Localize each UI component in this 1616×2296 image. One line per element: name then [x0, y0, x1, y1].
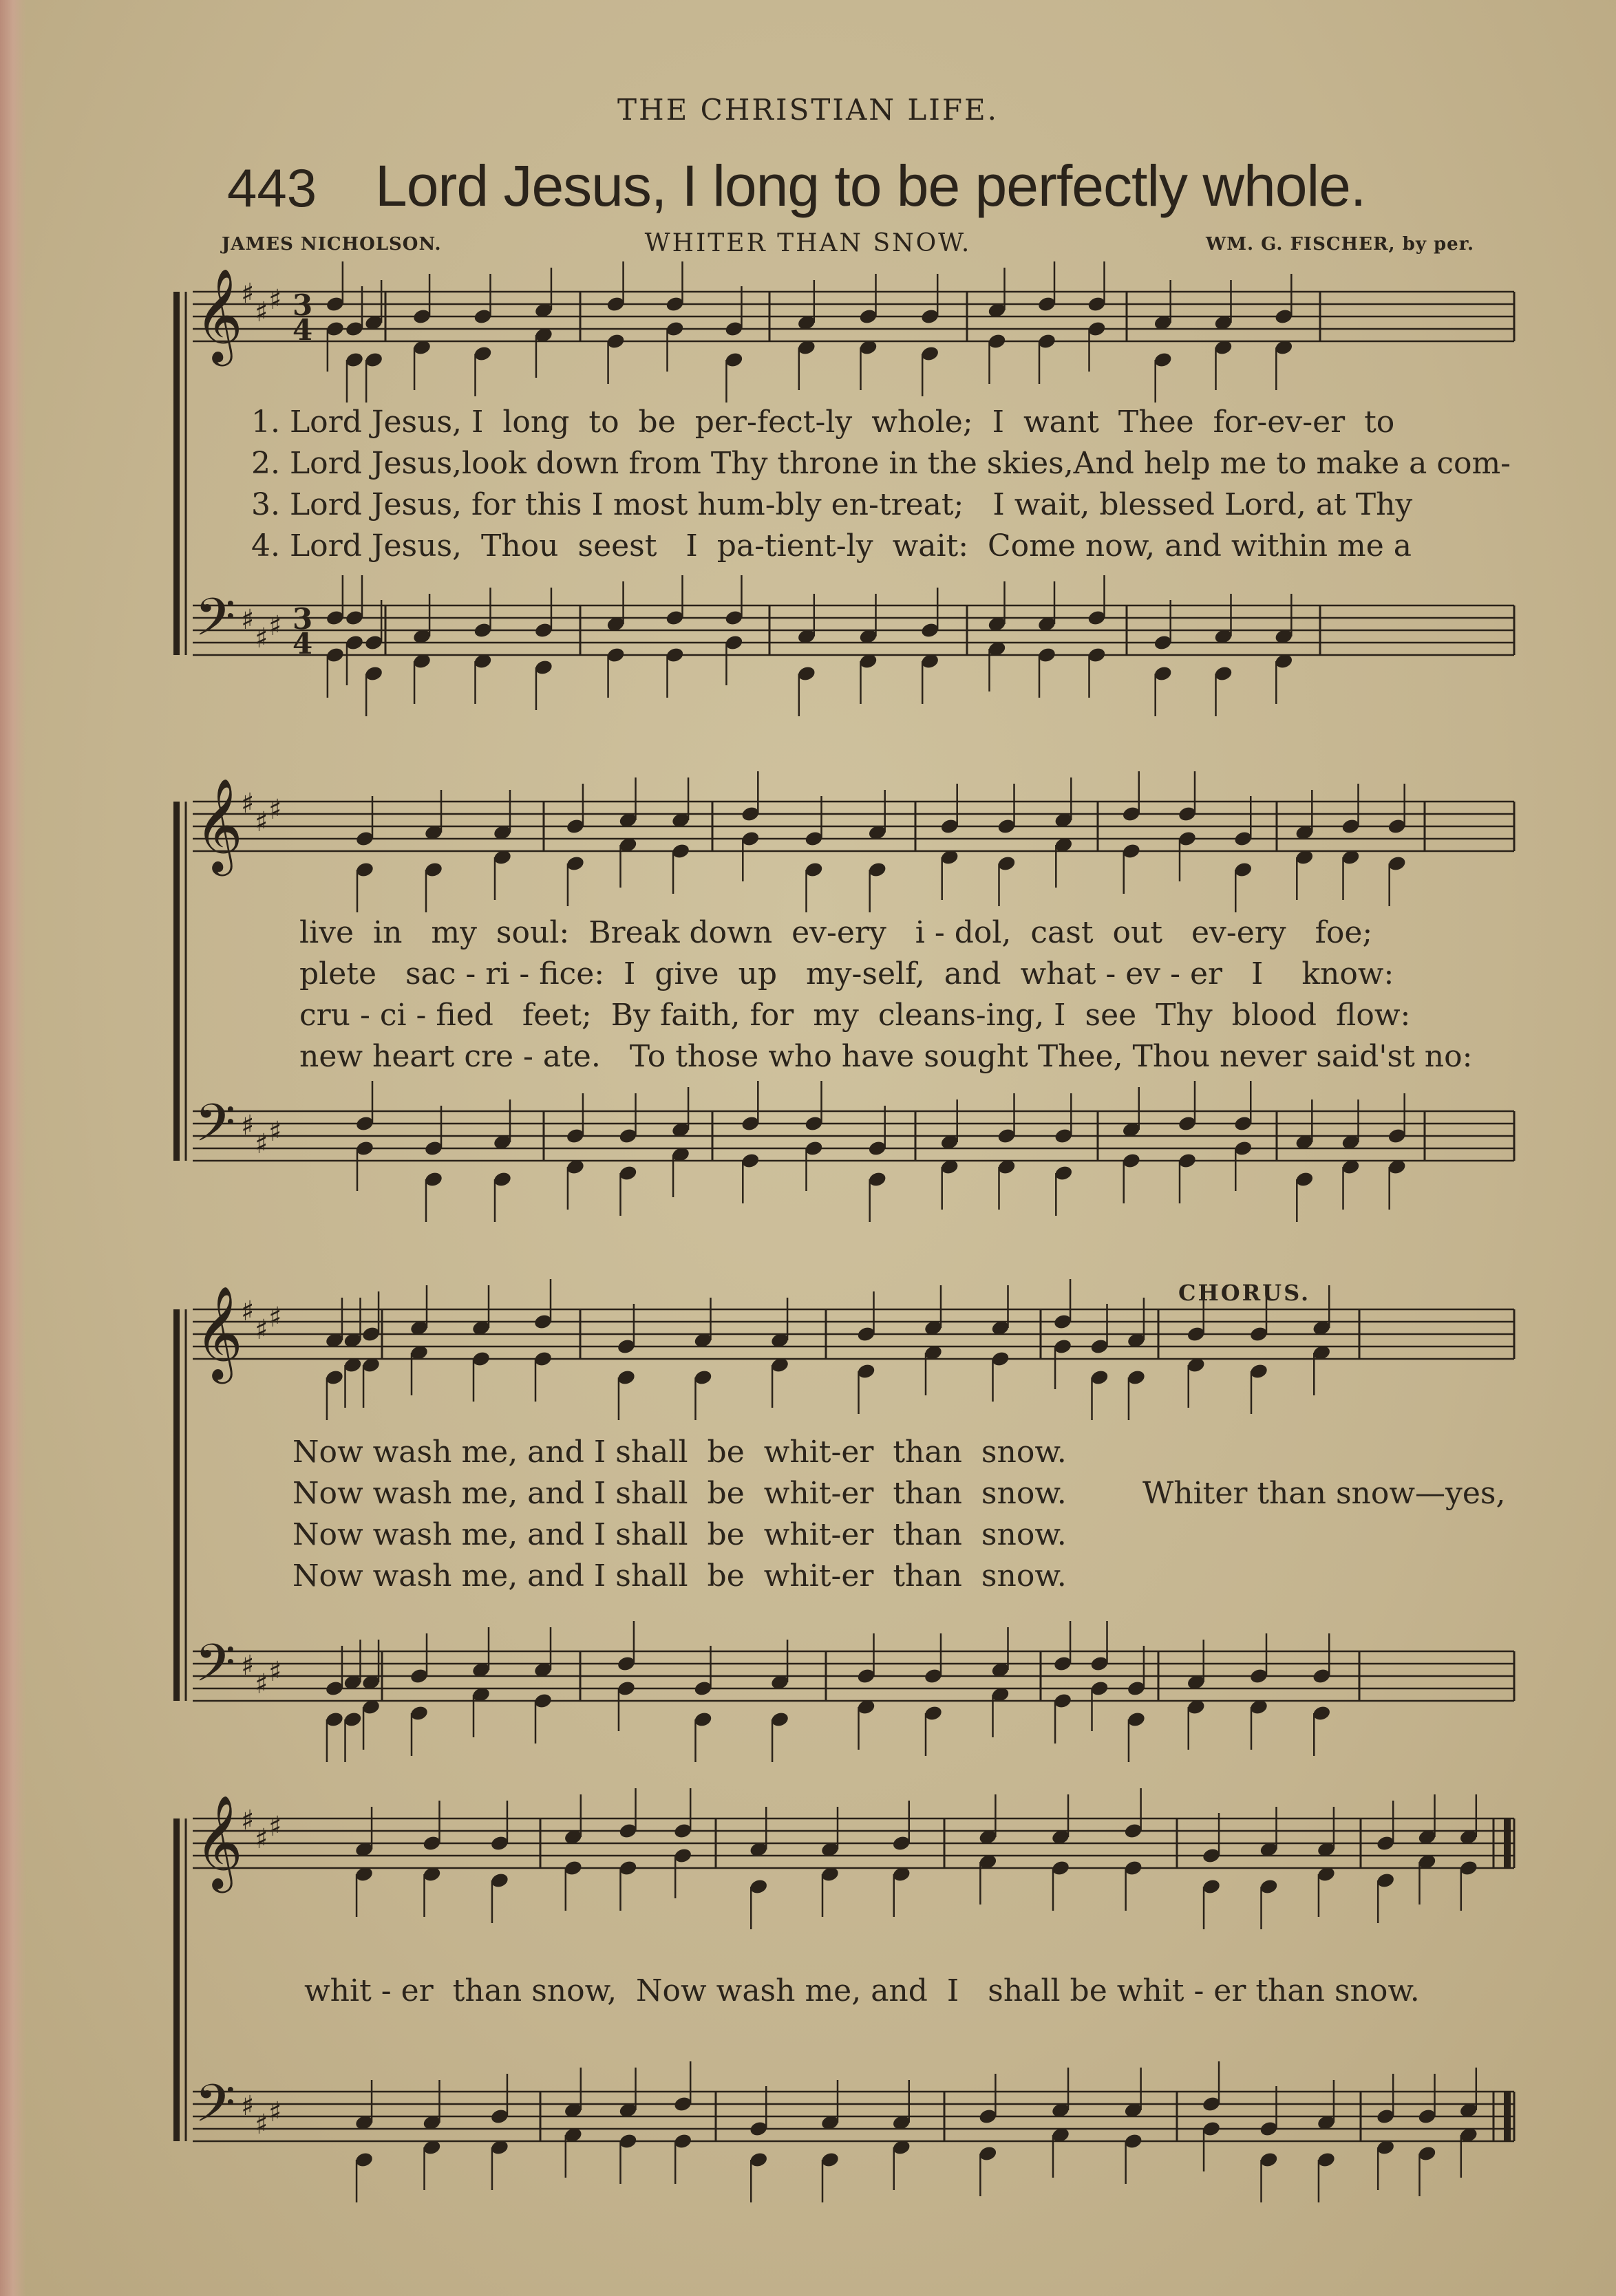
sharp-sign: ♯	[241, 1650, 255, 1682]
time-signature: 3	[293, 288, 313, 322]
sharp-sign: ♯	[268, 1302, 282, 1333]
time-signature: 4	[293, 313, 313, 347]
lyric-s1-v1: 1. Lord Jesus, I long to be per-fect-ly whole; I want Thee for-ev-er to	[251, 405, 1395, 440]
chorus-label: CHORUS.	[1178, 1280, 1311, 1306]
treble-clef: 𝄞	[195, 1285, 243, 1380]
sharp-sign: ♯	[241, 1805, 255, 1836]
lyric-s3-chorus: Whiter than snow—yes,	[1142, 1476, 1506, 1511]
sharp-sign: ♯	[255, 297, 268, 328]
sharp-sign: ♯	[255, 1823, 268, 1855]
sharp-sign: ♯	[241, 788, 255, 819]
sharp-sign: ♯	[255, 1314, 268, 1346]
lyric-s3-v2: Now wash me, and I shall be whit-er than snow.	[293, 1476, 1067, 1511]
lyric-s2-v2: plete sac - ri - fice: I give up my-self, and what - ev - er I know:	[299, 956, 1394, 991]
time-signature: 3	[293, 602, 313, 636]
system-brace	[173, 292, 180, 655]
treble-clef: 𝄞	[195, 1794, 243, 1889]
sharp-sign: ♯	[268, 1116, 282, 1148]
lyric-s3-v3: Now wash me, and I shall be whit-er than snow.	[293, 1517, 1067, 1552]
sharp-sign: ♯	[255, 1669, 268, 1700]
sharp-sign: ♯	[268, 284, 282, 316]
running-head: THE CHRISTIAN LIFE.	[617, 93, 999, 127]
sharp-sign: ♯	[268, 2096, 282, 2128]
sharp-sign: ♯	[268, 794, 282, 826]
final-barline	[1504, 1818, 1511, 1868]
treble-clef: 𝄞	[195, 777, 243, 872]
author-credit: JAMES NICHOLSON.	[222, 234, 442, 255]
bass-clef: 𝄢	[195, 1093, 236, 1166]
treble-clef: 𝄞	[195, 267, 243, 362]
tune-name: WHITER THAN SNOW.	[644, 229, 972, 257]
sharp-sign: ♯	[255, 806, 268, 838]
sharp-sign: ♯	[268, 1811, 282, 1843]
bass-clef: 𝄢	[195, 1633, 236, 1706]
sharp-sign: ♯	[241, 1296, 255, 1327]
hymn-title: Lord Jesus, I long to be perfectly whole.	[375, 153, 1366, 218]
bass-clef: 𝄢	[195, 2073, 236, 2147]
lyric-s1-v3: 3. Lord Jesus, for this I most hum-bly en-treat; I wait, blessed Lord, at Thy	[251, 487, 1413, 522]
bass-clef: 𝄢	[195, 587, 236, 661]
sharp-sign: ♯	[241, 278, 255, 310]
system-brace	[173, 802, 180, 1161]
time-signature: 4	[293, 627, 313, 661]
sharp-sign: ♯	[255, 1128, 268, 1160]
sharp-sign: ♯	[255, 2109, 268, 2141]
sharp-sign: ♯	[268, 1656, 282, 1688]
sharp-sign: ♯	[255, 623, 268, 654]
sharp-sign: ♯	[241, 604, 255, 636]
system-brace	[173, 1309, 180, 1701]
lyric-s3-v1: Now wash me, and I shall be whit-er than snow.	[293, 1435, 1067, 1470]
hymn-number: 443	[227, 158, 317, 218]
lyric-s1-v2: 2. Lord Jesus,look down from Thy throne in the skies,And help me to make a com-	[251, 446, 1511, 481]
lyric-s2-v3: cru - ci - fied feet; By faith, for my cleans-ing, I see Thy blood flow:	[299, 998, 1411, 1033]
lyric-s3-v4: Now wash me, and I shall be whit-er than snow.	[293, 1558, 1067, 1594]
final-barline	[1504, 2092, 1511, 2141]
composer-credit: WM. G. FISCHER, by per.	[1206, 234, 1475, 255]
lyric-s4: whit - er than snow, Now wash me, and I shall be whit - er than snow.	[304, 1973, 1420, 2008]
sharp-sign: ♯	[241, 1110, 255, 1141]
sharp-sign: ♯	[268, 610, 282, 642]
lyric-s1-v4: 4. Lord Jesus, Thou seest I pa-tient-ly wait: Come now, and within me a	[251, 528, 1412, 564]
lyric-s2-v1: live in my soul: Break down ev-ery i - dol, cast out ev-ery foe;	[299, 915, 1373, 950]
system-brace	[173, 1818, 180, 2141]
lyric-s2-v4: new heart cre - ate. To those who have sought Thee, Thou never said'st no:	[299, 1039, 1473, 1074]
sharp-sign: ♯	[241, 2090, 255, 2122]
